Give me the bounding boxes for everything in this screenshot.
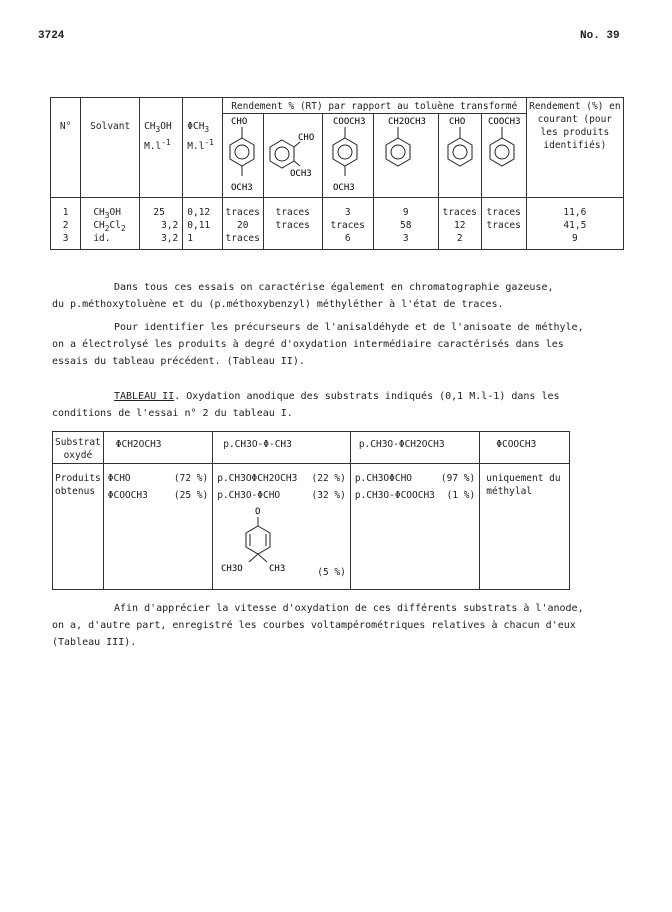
benzene-ring-structure [439,114,481,196]
cell-v3: 3 traces 6 [322,198,373,250]
cell-v4: 9 58 3 [373,198,438,250]
produit-item: p.CH3O-ΦCOOCH3 (1 %) [354,490,476,501]
benzene-ring-structure [482,114,526,196]
col-header-solvant: Solvant [81,98,140,198]
benzene-ring-structure [264,114,322,196]
struct-cell-2 [263,114,322,198]
struct-cell-5 [438,114,481,198]
struct-sub-label: OCH3 [230,183,253,193]
table-2-caption [52,388,622,422]
produit-item: ΦCHO (72 %) [107,473,209,484]
row-header-produits: Produits obtenus [53,464,104,590]
produits-3 [350,464,479,590]
produits-4: uniquement du méthylal [480,464,570,590]
struct-cell-4 [373,114,438,198]
produit-item: p.CH3OΦCH2OCH3 (22 %) [217,473,346,484]
svg-text:O: O [255,507,261,517]
cell-v6: traces traces [481,198,526,250]
struct-cell-1 [222,114,263,198]
benzene-ring-structure [223,114,263,196]
paragraph-3: Afin d'apprécier la vitesse d'oxydation de ces différents substrats à l'anode, on a, d'autre part, enregistré les courbes voltampérométriques relatives à chacun d'eux (Tableau III). [52,603,584,648]
col-header-rendement-courant: Rendement (%) en courant (pour les produits identifiés) [526,98,623,198]
table-2 [52,431,570,590]
struct-label: COOCH3 [487,117,521,127]
svg-text:CH3: CH3 [269,564,286,574]
cell-meoh: 25 3,2 3,2 [140,198,183,250]
produit-item: p.CH3O-ΦCHO (32 %) [217,490,346,501]
issue-number: No. 39 [580,30,620,42]
cell-v5: traces 12 2 [438,198,481,250]
struct-label: CHO [230,117,247,127]
page-number: 3724 [38,30,65,42]
struct-label: CHO [448,117,465,127]
cell-v2: traces traces [263,198,322,250]
benzene-ring-structure [374,114,438,196]
svg-text:CH3O: CH3O [221,564,243,574]
struct-sub-label: OCH3 [332,183,355,193]
row-header-substrat: Substrat oxydé [53,432,104,464]
cell-courant: 11,6 41,5 9 [526,198,623,250]
produits-2 [213,464,351,590]
col-header-n: N° [51,98,81,198]
table-2-caption-text: . Oxydation anodique des substrats indiqués (0,1 M.l-1) dans les conditions de l'essai n° 2 du tableau I. [52,391,560,419]
cell-n: 1 2 3 [51,198,81,250]
benzene-ring-structure [323,114,373,196]
substrat-1: ΦCH2OCH3 [103,432,212,464]
substrat-3: p.CH3O-ΦCH2OCH3 [350,432,479,464]
struct-cell-6 [481,114,526,198]
col-header-meoh: $CH_3OH$ $M.l^{-1}$ [140,98,183,198]
produit-pct: (5 %) [317,567,346,578]
cell-phch3: 0,12 0,11 1 [183,198,222,250]
cell-solvant: $CH_3OH$ $CH_2Cl_2$ id. [81,198,140,250]
col-header-rendement-group: Rendement % (RT) par rapport au toluène transformé [222,98,526,114]
table-2-label: TABLEAU II [114,391,175,402]
struct-sub-label: OCH3 [289,169,312,179]
produit-item: ΦCOOCH3 (25 %) [107,490,209,501]
struct-label: CH2OCH3 [387,117,426,127]
paragraph-1: Dans tous ces essais on caractérise également en chromatographie gazeuse, du p.méthoxytoluène et du (p.méthoxybenzyl) méthyléther à l'état de traces. [52,282,554,310]
produits-1 [103,464,212,590]
struct-cell-3 [322,114,373,198]
col-header-phch3: $\Phi CH_3$ $M.l^{-1}$ [183,98,222,198]
struct-label: COOCH3 [332,117,366,127]
substrat-2: p.CH3O-Φ-CH3 [213,432,351,464]
table-body [51,198,624,250]
produit-item: p.CH3OΦCHO (97 %) [354,473,476,484]
cell-v1: traces 20 traces [222,198,263,250]
substrat-4: ΦCOOCH3 [480,432,570,464]
struct-label: CHO [297,133,314,143]
paragraph-2: Pour identifier les précurseurs de l'anisaldéhyde et de l'anisoate de méthyle, on a électrolysé les produits à degré d'oxydation intermédiaire caractérisés dans les essais du tableau précédent. (Tableau II). [52,322,584,367]
quinol-ether-structure [219,504,299,584]
table-1 [50,97,624,250]
